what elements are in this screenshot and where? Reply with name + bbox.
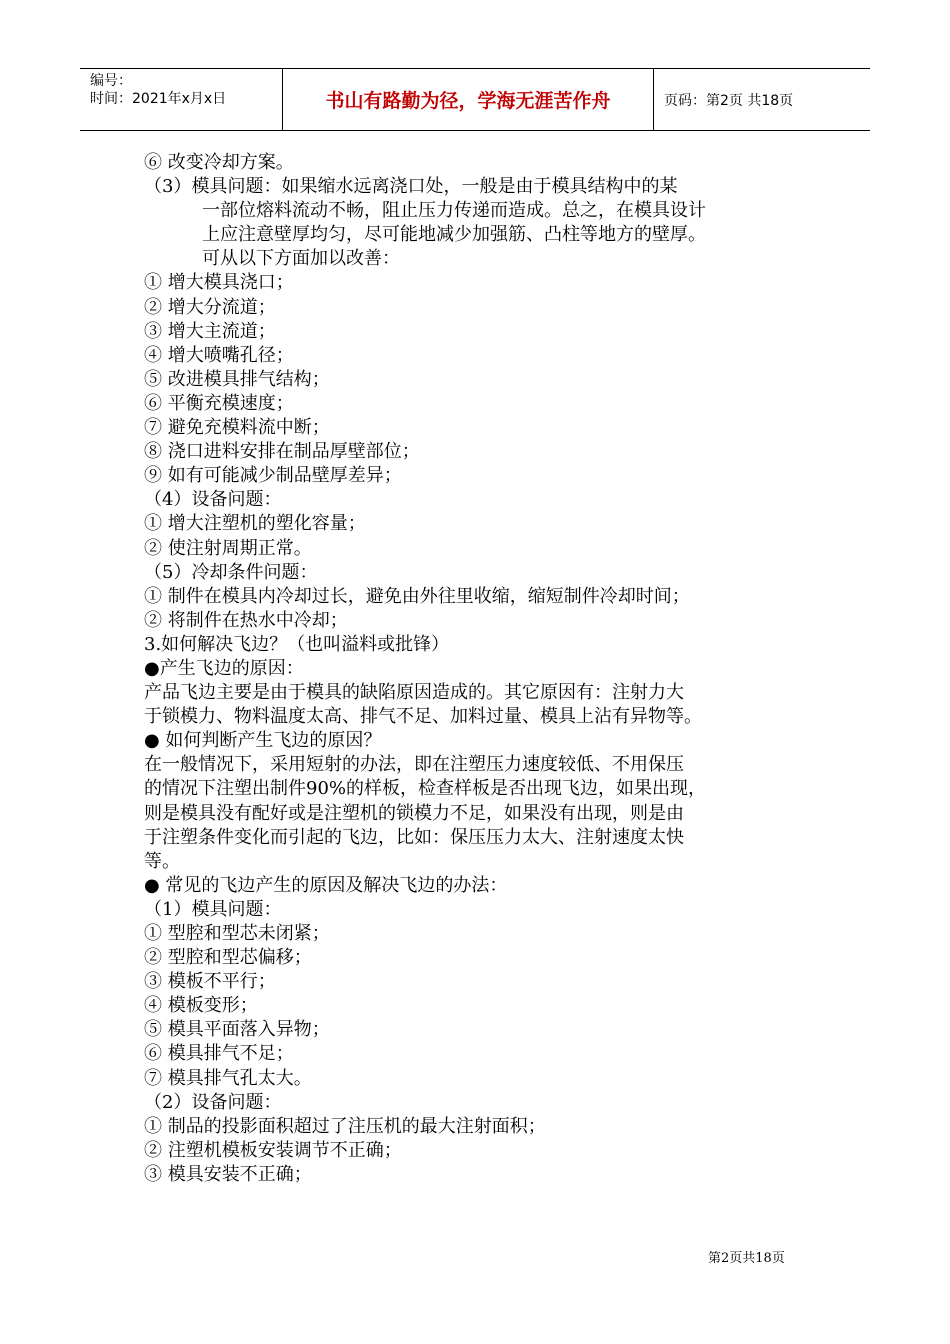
text-line: ⑤ 改进模具排气结构； <box>144 368 330 390</box>
text-line: ② 注塑机模板安装调节不正确； <box>144 1139 402 1161</box>
text-line: （3）模具问题：如果缩水远离浇口处，一般是由于模具结构中的某 <box>144 176 678 198</box>
text-line: ⑦ 模具排气孔太大。 <box>144 1067 312 1089</box>
text-line: ② 增大分流道； <box>144 296 276 318</box>
text-line: 3.如何解决飞边？（也叫溢料或批锋） <box>144 633 450 655</box>
text-line: 可从以下方面加以改善： <box>202 248 400 270</box>
text-line: ⑥ 平衡充模速度； <box>144 392 294 414</box>
text-line: ⑦ 避免充模料流中断； <box>144 417 330 439</box>
header-motto: 书山有路勤为径，学海无涯苦作舟 <box>282 69 654 130</box>
text-line: 的情况下注塑出制件90%的样板，检查样板是否出现飞边，如果出现， <box>144 778 707 800</box>
text-line: ⑥ 模具排气不足； <box>144 1043 294 1065</box>
text-line: ⑨ 如有可能减少制品壁厚差异； <box>144 465 402 487</box>
text-line: 上应注意壁厚均匀，尽可能地减少加强筋、凸柱等地方的壁厚。 <box>202 224 706 246</box>
header-meta <box>80 69 280 130</box>
text-line: 在一般情况下，采用短射的办法，即在注塑压力速度较低、不用保压 <box>144 754 684 776</box>
number-label: 编号： <box>90 73 132 89</box>
page-footer: 第2页共18页 <box>708 1251 785 1266</box>
text-line: ●产生飞边的原因： <box>144 657 304 679</box>
time-label: 时间：2021年x月x日 <box>90 91 227 107</box>
text-line: ③ 模板不平行； <box>144 971 276 993</box>
text-line: ① 型腔和型芯未闭紧； <box>144 923 330 944</box>
text-line: （5）冷却条件问题： <box>144 561 318 583</box>
text-line: 一部位熔料流动不畅，阻止压力传递而造成。总之，在模具设计 <box>202 200 706 222</box>
text-line: ① 增大注塑机的塑化容量； <box>144 513 366 535</box>
text-line: ④ 增大喷嘴孔径； <box>144 344 294 366</box>
text-line: 于锁模力、物料温度太高、排气不足、加料过量、模具上沾有异物等。 <box>144 706 702 728</box>
text-line: ② 将制件在热水中冷却； <box>144 609 348 631</box>
header-page-number: 页码：第2页 共18页 <box>664 92 794 109</box>
document-body <box>144 151 814 1187</box>
text-line: 则是模具没有配好或是注塑机的锁模力不足，如果没有出现，则是由 <box>144 802 684 824</box>
text-line: 产品飞边主要是由于模具的缺陷原因造成的。其它原因有：注射力大 <box>144 682 684 704</box>
text-line: ② 型腔和型芯偏移； <box>144 947 312 969</box>
text-line: ⑥ 改变冷却方案。 <box>144 152 294 173</box>
text-line: ● 常见的飞边产生的原因及解决飞边的办法： <box>144 874 508 896</box>
text-line: （4）设备问题： <box>144 489 282 511</box>
text-line: （2）设备问题： <box>144 1091 282 1113</box>
text-line: ① 制件在模具内冷却过长，避免由外往里收缩，缩短制件冷却时间； <box>144 585 690 607</box>
text-line: ④ 模板变形； <box>144 995 258 1017</box>
text-line: ● 如何判断产生飞边的原因？ <box>144 730 382 752</box>
text-line: ③ 增大主流道； <box>144 320 276 342</box>
text-line: ⑧ 浇口进料安排在制品厚壁部位； <box>144 441 420 463</box>
text-line: ② 使注射周期正常。 <box>144 537 312 559</box>
text-line: ① 制品的投影面积超过了注压机的最大注射面积； <box>144 1115 546 1137</box>
text-line: 于注塑条件变化而引起的飞边，比如：保压压力太大、注射速度太快 <box>144 826 684 848</box>
text-line: 等。 <box>144 850 180 872</box>
text-line: ⑤ 模具平面落入异物； <box>144 1019 330 1041</box>
page-header <box>80 68 870 131</box>
text-line: ① 增大模具浇口； <box>144 272 294 294</box>
text-line: （1）模具问题： <box>144 898 282 920</box>
text-line: ③ 模具安装不正确； <box>144 1163 312 1185</box>
